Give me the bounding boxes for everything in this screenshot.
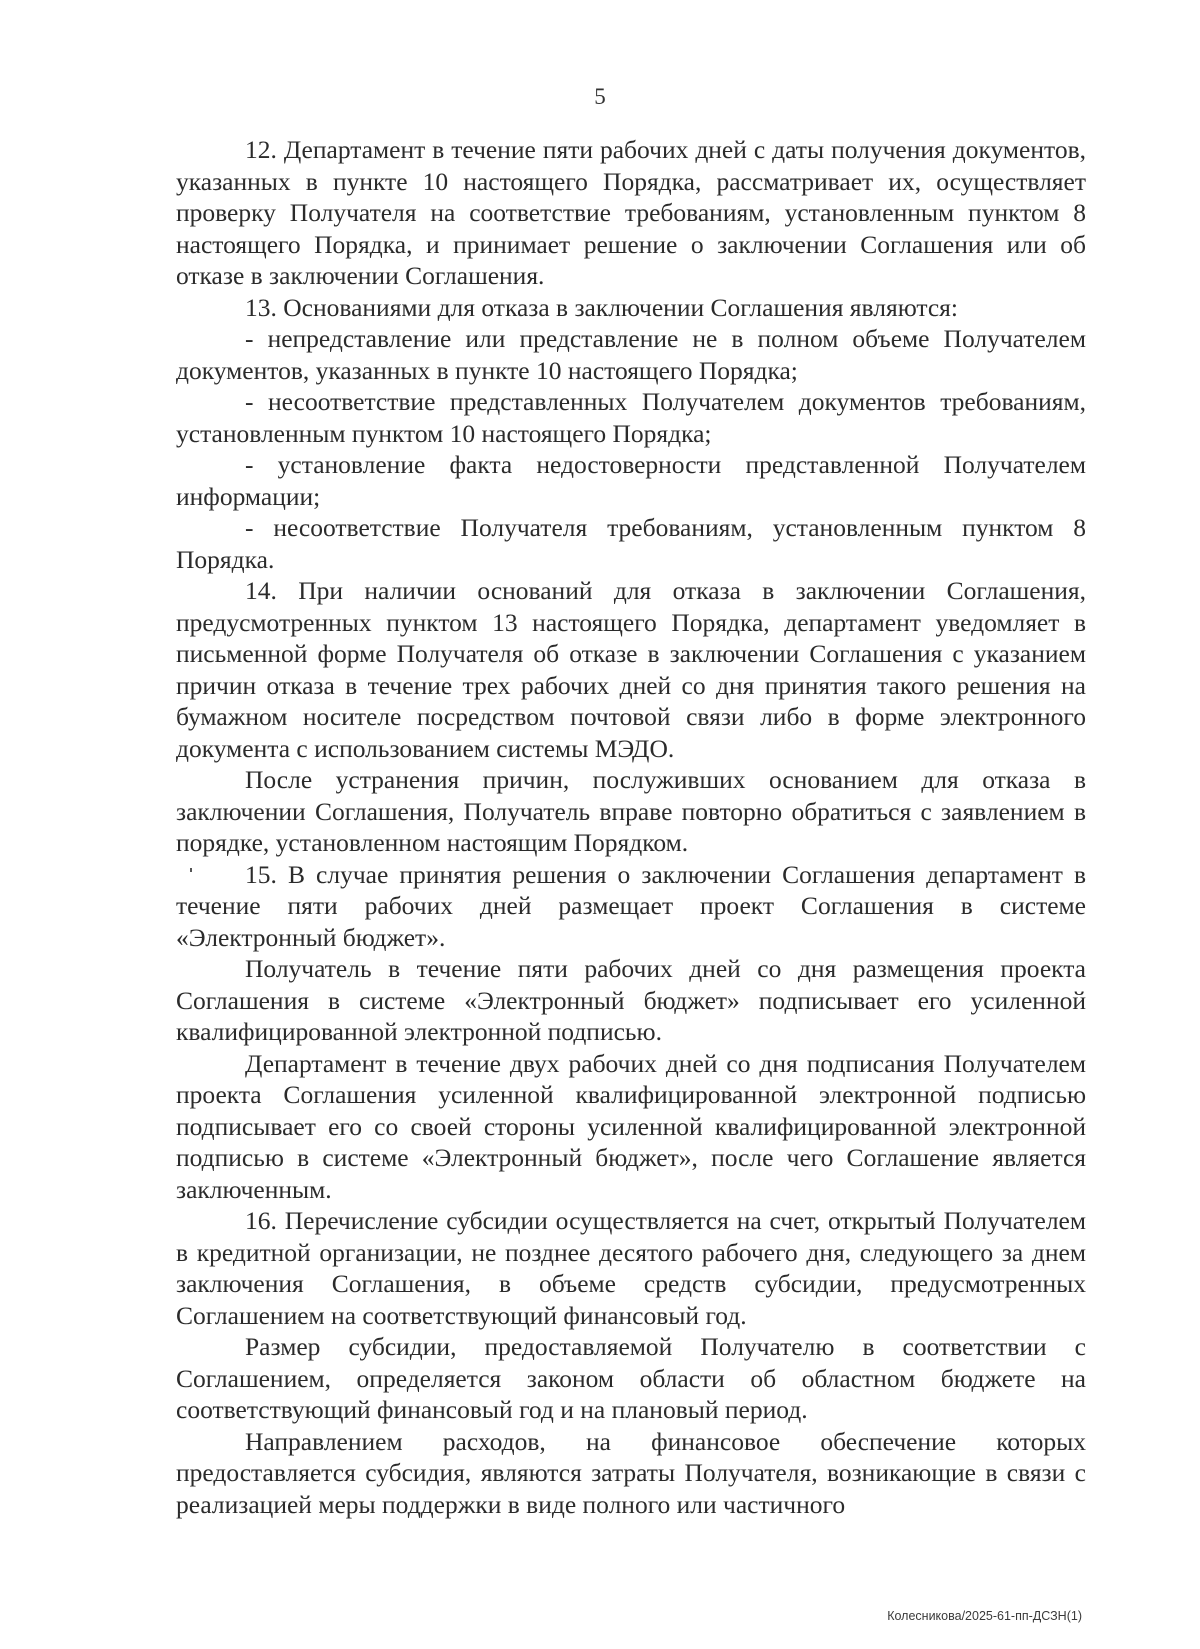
paragraph-14-continuation: После устранения причин, послуживших основанием для отказа в заключении Соглашения, Получатель вправе повторно обратиться с заявлением в порядке, установленном настоящим Порядком. (176, 765, 1086, 857)
list-item-refusal-4: - несоответствие Получателя требованиям, установленным пунктом 8 Порядка. (176, 513, 1086, 574)
paragraph-15: 15. В случае принятия решения о заключении Соглашения департамент в течение пяти рабочих дней размещает проект Соглашения в системе «Электронный бюджет». (176, 859, 1086, 952)
page-number: 5 (594, 84, 606, 109)
paragraph-14: 14. При наличии оснований для отказа в заключении Соглашения, предусмотренных пунктом 13 настоящего Порядка, департамент уведомляет в письменной форме Получателя об отказе в заключении Соглашения с указанием причин отказа в течение трех рабочих дней со дня принятия такого решения на бумажном носителе посредством почтовой связи либо в форме электронного документа с использованием системы МЭДО. (176, 576, 1086, 763)
paragraph-15-recipient-signing: Получатель в течение пяти рабочих дней со дня размещения проекта Соглашения в системе «Электронный бюджет» подписывает его усиленной квалифицированной электронной подписью. (176, 954, 1086, 1046)
list-item-refusal-2: - несоответствие представленных Получателем документов требованиям, установленным пунктом 10 настоящего Порядка; (176, 387, 1086, 448)
document-body (176, 134, 1086, 1520)
list-item-refusal-3: - установление факта недостоверности представленной Получателем информации; (176, 450, 1086, 511)
list-item-refusal-1: - непредставление или представление не в полном объеме Получателем документов, указанных в пункте 10 настоящего Порядка; (176, 324, 1086, 385)
paragraph-16-expense-direction: Направлением расходов, на финансовое обеспечение которых предоставляется субсидия, являются затраты Получателя, возникающие в связи с реализацией меры поддержки в виде полного или частичного (176, 1426, 1086, 1519)
paragraph-15-department-signing: Департамент в течение двух рабочих дней со дня подписания Получателем проекта Соглашения усиленной квалифицированной электронной подписью подписывает его со своей стороны усиленной квалифицированной электронной подписью в системе «Электронный бюджет», после чего Соглашение является заключенным. (176, 1048, 1086, 1204)
paragraph-13: 13. Основаниями для отказа в заключении Соглашения являются: (245, 292, 958, 322)
scan-speck (190, 868, 192, 872)
footer-document-reference: Колесникова/2025-61-пп-ДСЗН(1) (887, 1609, 1082, 1623)
paragraph-12: 12. Департамент в течение пяти рабочих дней с даты получения документов, указанных в пункте 10 настоящего Порядка, рассматривает их, осуществляет проверку Получателя на соответствие требованиям, установленным пунктом 8 настоящего Порядка, и принимает решение о заключении Соглашения или об отказе в заключении Соглашения. (176, 135, 1086, 290)
paragraph-16-subsidy-size: Размер субсидии, предоставляемой Получателю в соответствии с Соглашением, определяется законом области об областном бюджете на соответствующий финансовый год и на плановый период. (176, 1332, 1086, 1424)
paragraph-16: 16. Перечисление субсидии осуществляется на счет, открытый Получателем в кредитной организации, не позднее десятого рабочего дня, следующего за днем заключения Соглашения, в объеме средств субсидии, предусмотренных Соглашением на соответствующий финансовый год. (176, 1206, 1086, 1330)
